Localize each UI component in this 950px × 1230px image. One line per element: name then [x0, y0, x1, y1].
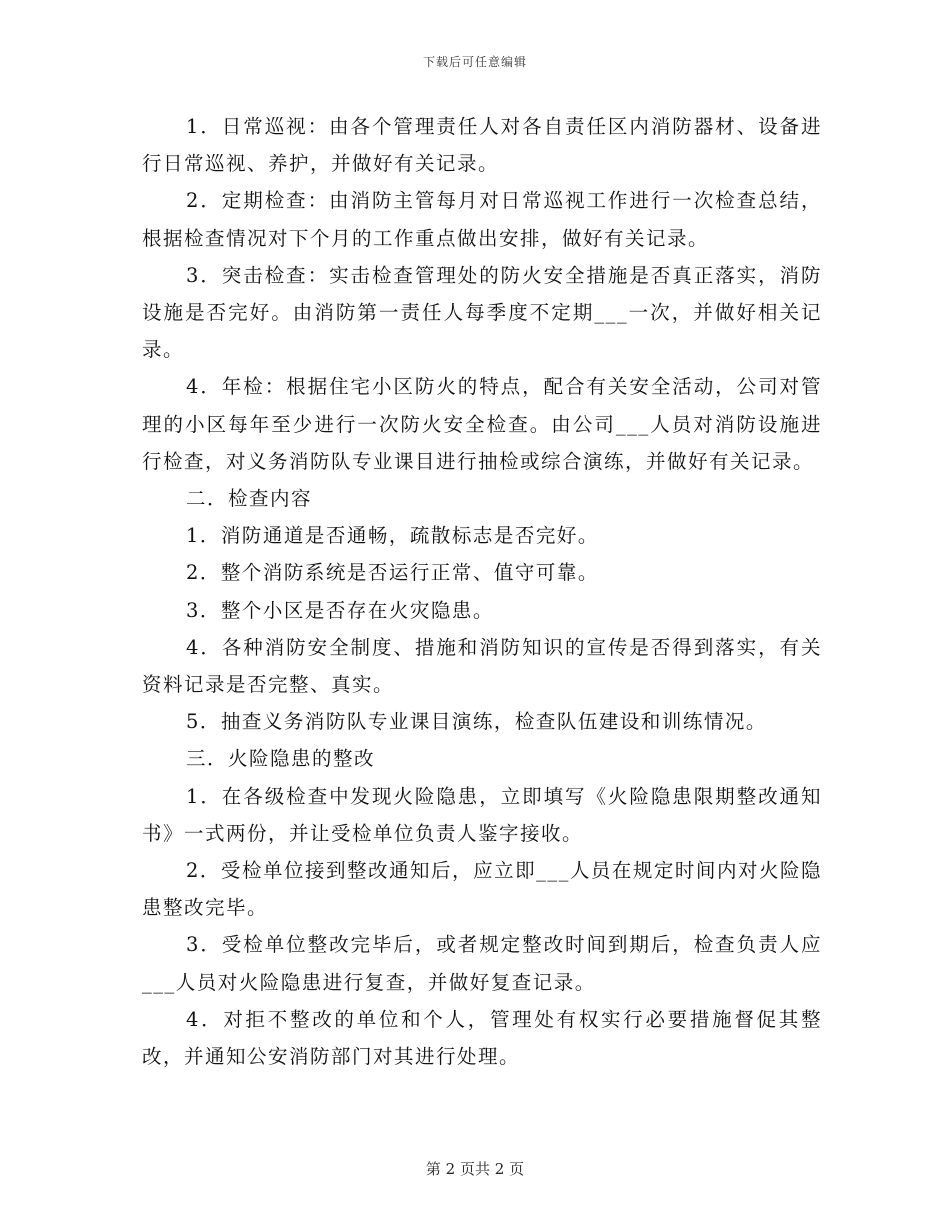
list-item: 1．消防通道是否通畅，疏散标志是否完好。 [186, 524, 599, 548]
paragraph-surprise-check: 3．突击检查：实击检查管理处的防火安全措施是否真正落实，消防设施是否完好。由消防第一责任人每季度不定期___一次，并做好相关记录。 [142, 263, 822, 362]
page-footer: 第 2 页共 2 页 [425, 1160, 525, 1178]
list-item: 2．受检单位接到整改通知后，应立即___人员在规定时间内对火险隐患整改完毕。 [142, 859, 822, 920]
list-item: 1．在各级检查中发现火险隐患，立即填写《火险隐患限期整改通知书》一式两份，并让受检单位负责人鉴字接收。 [142, 784, 822, 845]
document-body [142, 108, 822, 1075]
section-heading-hazard-rectification: 三．火险隐患的整改 [186, 747, 376, 771]
paragraph-periodic-check: 2．定期检查：由消防主管每月对日常巡视工作进行一次检查总结，根据检查情况对下个月的工作重点做出安排，做好有关记录。 [142, 189, 822, 250]
list-item: 3．整个小区是否存在火灾隐患。 [186, 598, 494, 622]
list-item: 2．整个消防系统是否运行正常、值守可靠。 [186, 561, 599, 585]
list-item: 4．对拒不整改的单位和个人，管理处有权实行必要措施督促其整改，并通知公安消防部门对其进行处理。 [142, 1007, 822, 1069]
list-item: 3．受检单位整改完毕后，或者规定整改时间到期后，检查负责人应___人员对火险隐患进行复查，并做好复查记录。 [142, 933, 822, 994]
list-item: 4．各种消防安全制度、措施和消防知识的宣传是否得到落实，有关资料记录是否完整、真实。 [142, 635, 822, 697]
paragraph-annual-check: 4．年检：根据住宅小区防火的特点，配合有关安全活动，公司对管理的小区每年至少进行一次防火安全检查。由公司___人员对消防设施进行检查，对义务消防队专业课目进行抽检或综合演练，并做好有关记录。 [142, 375, 822, 473]
list-item: 5．抽查义务消防队专业课目演练，检查队伍建设和训练情况。 [186, 710, 767, 734]
section-heading-check-content: 二．检查内容 [186, 487, 313, 511]
page-header: 下载后可任意编辑 [422, 55, 527, 69]
paragraph-daily-patrol: 1．日常巡视：由各个管理责任人对各自责任区内消防器材、设备进行日常巡视、养护，并做好有关记录。 [142, 115, 822, 176]
